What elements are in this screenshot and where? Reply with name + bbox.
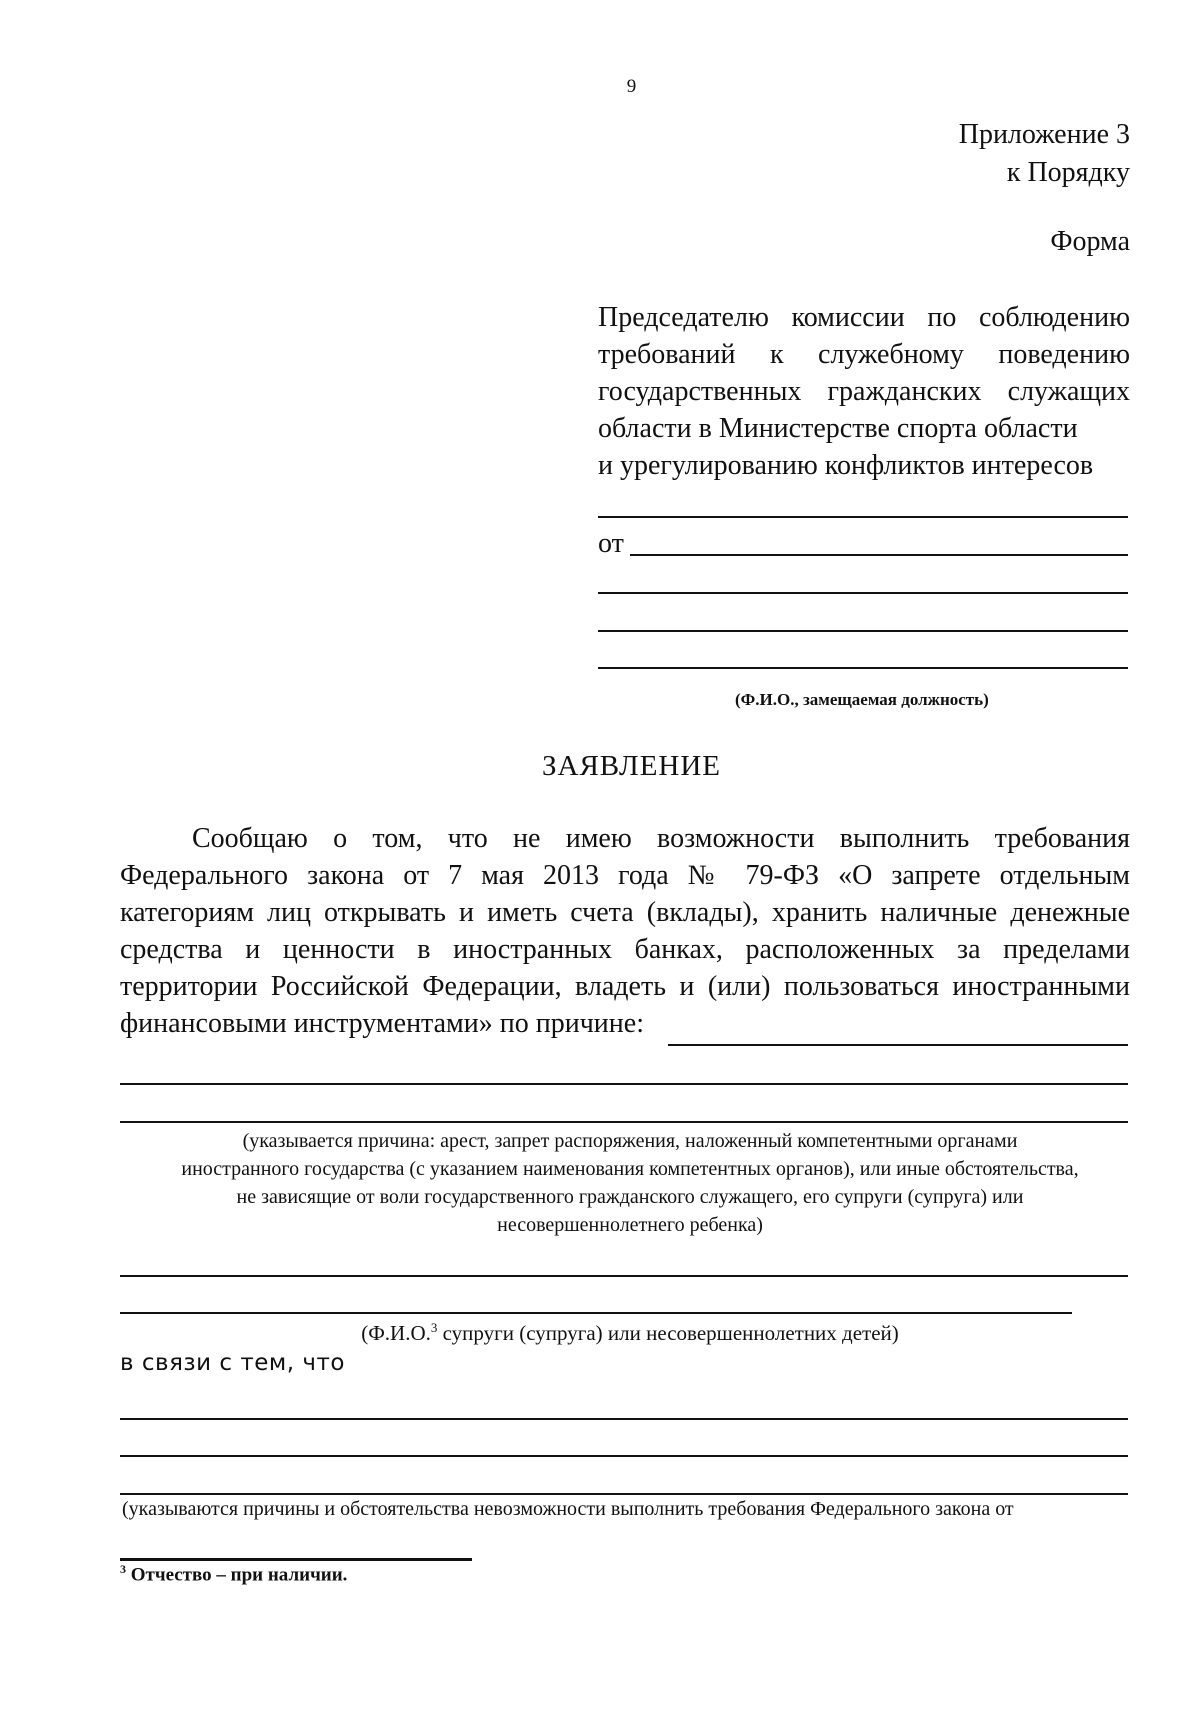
from-label: от [598, 528, 624, 559]
addressee-line: Председателю комиссии по соблюдению [598, 302, 1130, 333]
circumstances-blank-line[interactable] [120, 1493, 1128, 1495]
addressee-block [598, 299, 1130, 484]
statement-body [120, 820, 1130, 1042]
footnote-text: Отчество – при наличии. [126, 1564, 348, 1586]
fio-spouse-blank-line[interactable] [120, 1312, 1072, 1314]
body-line: средства и ценности в иностранных банках, расположенных за пределами [120, 934, 1130, 965]
reason-blank-line[interactable] [668, 1044, 1128, 1046]
fio-spouse-blank-line[interactable] [120, 1275, 1128, 1277]
addressee-blank-line[interactable] [598, 667, 1128, 669]
fio-position-caption: (Ф.И.О., замещаемая должность) [735, 690, 989, 709]
reason-blank-line[interactable] [120, 1121, 1128, 1123]
reason-caption-line: не зависящие от воли государственного гражданского служащего, его супруги (супруга) или [236, 1186, 1024, 1208]
page-number: 9 [626, 76, 637, 97]
circumstances-blank-line[interactable] [120, 1455, 1128, 1457]
footnote-separator [120, 1558, 472, 1561]
reason-blank-line[interactable] [120, 1083, 1128, 1085]
body-line: финансовыми инструментами» по причине: [120, 1008, 644, 1039]
fio-spouse-caption-suffix: супруги (супруга) или несовершеннолетних детей) [437, 1321, 899, 1345]
footnote [120, 1562, 347, 1586]
body-line: категориям лиц открывать и иметь счета (вклады), хранить наличные денежные [120, 897, 1130, 928]
reason-caption-line: (указывается причина: арест, запрет распоряжения, наложенный компетентными органами [242, 1130, 1018, 1152]
addressee-blank-line[interactable] [598, 592, 1128, 594]
from-blank-line[interactable] [630, 554, 1128, 556]
footnote-ref: 3 [430, 1320, 438, 1335]
addressee-line: и урегулированию конфликтов интересов [598, 450, 1094, 481]
addressee-line: требований к служебному поведению [598, 339, 1130, 370]
circumstances-blank-line[interactable] [120, 1418, 1128, 1420]
addressee-line: государственных гражданских служащих [598, 376, 1130, 407]
circumstances-caption: (указываются причины и обстоятельства невозможности выполнить требования Федерального закона от [122, 1498, 1014, 1520]
reason-caption-line: несовершеннолетнего ребенка) [497, 1214, 763, 1236]
form-label: Форма [1050, 226, 1130, 257]
fio-spouse-caption [110, 1320, 1150, 1346]
addressee-blank-line[interactable] [598, 630, 1128, 632]
in-connection-label: в связи с тем, что [120, 1350, 345, 1376]
footnote-marker: 3 [120, 1562, 126, 1576]
body-line: Федерального закона от 7 мая 2013 года № 79-ФЗ «О запрете отдельным [120, 860, 1130, 891]
appendix-reference: к Порядку [1006, 157, 1130, 188]
addressee-line: области в Министерстве спорта области [598, 413, 1078, 444]
fio-spouse-caption-prefix: (Ф.И.О. [361, 1321, 431, 1345]
body-line: Сообщаю о том, что не имею возможности выполнить требования [192, 823, 1130, 854]
reason-caption-line: иностранного государства (с указанием наименования компетентных органов), или иные обстоятельства, [181, 1158, 1079, 1180]
body-line: территории Российской Федерации, владеть и (или) пользоваться иностранными [120, 971, 1130, 1002]
addressee-blank-line[interactable] [598, 516, 1128, 518]
reason-caption [110, 1127, 1150, 1239]
appendix-number: Приложение 3 [958, 119, 1130, 150]
appendix-header [959, 116, 1130, 192]
document-title: ЗАЯВЛЕНИЕ [541, 750, 722, 782]
